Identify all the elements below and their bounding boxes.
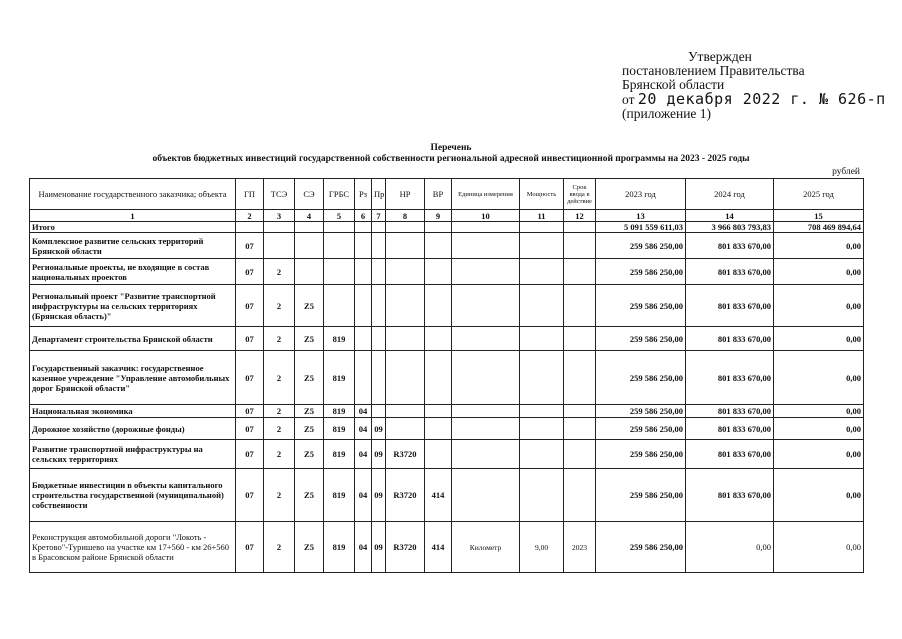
cell-grbs: 819 — [324, 469, 355, 522]
approval-line-approved: Утвержден — [688, 49, 752, 64]
cell-pr: 09 — [372, 522, 386, 573]
table-row — [30, 405, 864, 418]
cell-se: Z5 — [295, 522, 324, 573]
column-number: 14 — [686, 210, 774, 222]
header-unit: Единица измерения — [452, 179, 520, 210]
cell-grbs: 819 — [324, 522, 355, 573]
cell-y2023: 259 586 250,00 — [596, 233, 686, 259]
table-row — [30, 351, 864, 405]
approval-line-date — [622, 92, 886, 107]
cell-gp: 07 — [236, 327, 264, 351]
table-row — [30, 327, 864, 351]
approval-line-decree: постановлением Правительства — [622, 63, 805, 78]
header-name: Наименование государственного заказчика; объекта — [30, 179, 236, 210]
cell-nr: R3720 — [386, 469, 425, 522]
column-number: 15 — [774, 210, 864, 222]
cell-term — [564, 418, 596, 440]
cell-nr — [386, 351, 425, 405]
column-number: 12 — [564, 210, 596, 222]
column-number: 13 — [596, 210, 686, 222]
cell-term — [564, 351, 596, 405]
approval-stamp — [622, 50, 886, 121]
cell-pr — [372, 405, 386, 418]
cell-power — [520, 418, 564, 440]
cell-pr — [372, 327, 386, 351]
cell-name: Дорожное хозяйство (дорожные фонды) — [30, 418, 236, 440]
cell-y2025: 0,00 — [774, 440, 864, 469]
cell-grbs — [324, 285, 355, 327]
cell-vr — [425, 222, 452, 233]
cell-power — [520, 405, 564, 418]
cell-name: Комплексное развитие сельских территорий Брянской области — [30, 233, 236, 259]
column-number: 8 — [386, 210, 425, 222]
cell-y2025: 0,00 — [774, 327, 864, 351]
column-number: 4 — [295, 210, 324, 222]
cell-gp: 07 — [236, 418, 264, 440]
header-2023: 2023 год — [596, 179, 686, 210]
cell-rz: 04 — [355, 405, 372, 418]
cell-pr: 09 — [372, 440, 386, 469]
cell-vr: 414 — [425, 522, 452, 573]
cell-se: Z5 — [295, 418, 324, 440]
cell-y2025: 0,00 — [774, 259, 864, 285]
cell-y2024: 801 833 670,00 — [686, 259, 774, 285]
cell-pr — [372, 233, 386, 259]
cell-y2023: 5 091 559 611,03 — [596, 222, 686, 233]
cell-term — [564, 327, 596, 351]
cell-se — [295, 233, 324, 259]
cell-gp: 07 — [236, 233, 264, 259]
header-power: Мощность — [520, 179, 564, 210]
cell-vr — [425, 405, 452, 418]
cell-term — [564, 440, 596, 469]
column-number: 11 — [520, 210, 564, 222]
table-row — [30, 469, 864, 522]
cell-term — [564, 469, 596, 522]
cell-rz — [355, 233, 372, 259]
cell-y2025: 0,00 — [774, 351, 864, 405]
cell-name: Государственный заказчик: государственное казенное учреждение "Управление автомобильных дорог Брянской области" — [30, 351, 236, 405]
cell-tse: 2 — [264, 440, 295, 469]
cell-nr — [386, 233, 425, 259]
cell-nr: R3720 — [386, 522, 425, 573]
cell-unit — [452, 285, 520, 327]
cell-tse: 2 — [264, 418, 295, 440]
cell-power: 9,00 — [520, 522, 564, 573]
cell-pr — [372, 259, 386, 285]
cell-term — [564, 285, 596, 327]
cell-gp: 07 — [236, 405, 264, 418]
cell-grbs: 819 — [324, 440, 355, 469]
header-term: Срок ввода в действие — [564, 179, 596, 210]
cell-tse: 2 — [264, 522, 295, 573]
cell-se: Z5 — [295, 469, 324, 522]
cell-y2024: 801 833 670,00 — [686, 418, 774, 440]
cell-rz: 04 — [355, 418, 372, 440]
cell-term — [564, 233, 596, 259]
cell-grbs: 819 — [324, 327, 355, 351]
cell-unit — [452, 222, 520, 233]
header-pr: Пр — [372, 179, 386, 210]
cell-vr — [425, 259, 452, 285]
document-title: Перечень — [430, 143, 472, 153]
cell-name: Бюджетные инвестиции в объекты капитального строительства государственной (муниципальной) собственности — [30, 469, 236, 522]
cell-tse: 2 — [264, 285, 295, 327]
cell-name: Реконструкция автомобильной дороги "Локоть - Кретово"-Туришево на участке км 17+560 - км 26+560 в Брасовском районе Брянской области — [30, 522, 236, 573]
cell-grbs — [324, 233, 355, 259]
cell-gp: 07 — [236, 469, 264, 522]
table-row — [30, 285, 864, 327]
cell-rz — [355, 259, 372, 285]
cell-y2024: 3 966 803 793,83 — [686, 222, 774, 233]
column-number: 2 — [236, 210, 264, 222]
header-grbs: ГРБС — [324, 179, 355, 210]
cell-unit: Километр — [452, 522, 520, 573]
cell-grbs: 819 — [324, 418, 355, 440]
cell-grbs — [324, 222, 355, 233]
column-number: 10 — [452, 210, 520, 222]
column-number: 1 — [30, 210, 236, 222]
cell-pr: 09 — [372, 418, 386, 440]
header-rz: Рз — [355, 179, 372, 210]
cell-term — [564, 405, 596, 418]
header-gp: ГП — [236, 179, 264, 210]
approval-line-region: Брянской области — [622, 77, 725, 92]
cell-unit — [452, 469, 520, 522]
cell-tse — [264, 233, 295, 259]
cell-gp: 07 — [236, 285, 264, 327]
cell-pr — [372, 285, 386, 327]
header-tse: ТСЭ — [264, 179, 295, 210]
cell-y2024: 801 833 670,00 — [686, 327, 774, 351]
cell-se: Z5 — [295, 327, 324, 351]
cell-nr — [386, 327, 425, 351]
header-nr: НР — [386, 179, 425, 210]
cell-unit — [452, 327, 520, 351]
cell-nr — [386, 405, 425, 418]
cell-unit — [452, 405, 520, 418]
cell-y2024: 801 833 670,00 — [686, 469, 774, 522]
cell-power — [520, 259, 564, 285]
cell-rz: 04 — [355, 522, 372, 573]
cell-se — [295, 259, 324, 285]
cell-gp: 07 — [236, 440, 264, 469]
cell-y2025: 0,00 — [774, 233, 864, 259]
cell-term — [564, 222, 596, 233]
table-row — [30, 522, 864, 573]
cell-unit — [452, 233, 520, 259]
cell-term — [564, 259, 596, 285]
cell-se: Z5 — [295, 440, 324, 469]
column-number: 6 — [355, 210, 372, 222]
cell-vr: 414 — [425, 469, 452, 522]
cell-grbs: 819 — [324, 351, 355, 405]
cell-power — [520, 327, 564, 351]
cell-tse: 2 — [264, 327, 295, 351]
cell-vr — [425, 233, 452, 259]
cell-power — [520, 285, 564, 327]
cell-nr: R3720 — [386, 440, 425, 469]
cell-rz — [355, 285, 372, 327]
cell-y2025: 0,00 — [774, 522, 864, 573]
cell-name: Национальная экономика — [30, 405, 236, 418]
cell-y2023: 259 586 250,00 — [596, 351, 686, 405]
header-se: СЭ — [295, 179, 324, 210]
cell-rz — [355, 222, 372, 233]
table-row — [30, 440, 864, 469]
cell-tse: 2 — [264, 259, 295, 285]
cell-pr — [372, 222, 386, 233]
cell-power — [520, 440, 564, 469]
column-number: 7 — [372, 210, 386, 222]
cell-y2024: 801 833 670,00 — [686, 440, 774, 469]
cell-power — [520, 233, 564, 259]
cell-y2023: 259 586 250,00 — [596, 522, 686, 573]
cell-pr: 09 — [372, 469, 386, 522]
cell-unit — [452, 351, 520, 405]
column-number-row — [30, 210, 864, 222]
column-number: 3 — [264, 210, 295, 222]
cell-rz — [355, 351, 372, 405]
cell-vr — [425, 440, 452, 469]
table-row — [30, 233, 864, 259]
header-2025: 2025 год — [774, 179, 864, 210]
cell-power — [520, 469, 564, 522]
cell-gp: 07 — [236, 259, 264, 285]
table-row — [30, 259, 864, 285]
cell-y2025: 708 469 894,64 — [774, 222, 864, 233]
cell-nr — [386, 285, 425, 327]
column-number: 9 — [425, 210, 452, 222]
approval-line-appendix: (приложение 1) — [622, 106, 712, 121]
table-row — [30, 418, 864, 440]
total-row — [30, 222, 864, 233]
cell-y2025: 0,00 — [774, 469, 864, 522]
cell-unit — [452, 440, 520, 469]
approval-date-handwritten: 20 декабря 2022 г. № 626-п — [637, 90, 886, 108]
cell-tse: 2 — [264, 351, 295, 405]
approval-date-prefix: от — [622, 92, 635, 107]
header-vr: ВР — [425, 179, 452, 210]
cell-nr — [386, 259, 425, 285]
cell-gp: 07 — [236, 522, 264, 573]
cell-y2023: 259 586 250,00 — [596, 327, 686, 351]
header-2024: 2024 год — [686, 179, 774, 210]
column-number: 5 — [324, 210, 355, 222]
cell-vr — [425, 418, 452, 440]
cell-vr — [425, 285, 452, 327]
cell-grbs — [324, 259, 355, 285]
cell-name: Департамент строительства Брянской области — [30, 327, 236, 351]
cell-rz: 04 — [355, 469, 372, 522]
cell-se: Z5 — [295, 351, 324, 405]
cell-gp — [236, 222, 264, 233]
investment-table — [29, 178, 864, 573]
cell-y2025: 0,00 — [774, 418, 864, 440]
cell-power — [520, 351, 564, 405]
cell-name: Региональный проект "Развитие транспортной инфраструктуры на сельских территориях (Брянская область)" — [30, 285, 236, 327]
cell-y2023: 259 586 250,00 — [596, 440, 686, 469]
cell-power — [520, 222, 564, 233]
cell-nr — [386, 222, 425, 233]
cell-se — [295, 222, 324, 233]
cell-y2023: 259 586 250,00 — [596, 285, 686, 327]
cell-gp: 07 — [236, 351, 264, 405]
cell-tse: 2 — [264, 405, 295, 418]
cell-se: Z5 — [295, 285, 324, 327]
cell-y2024: 0,00 — [686, 522, 774, 573]
cell-name: Развитие транспортной инфраструктуры на сельских территориях — [30, 440, 236, 469]
table-header-row — [30, 179, 864, 210]
cell-y2023: 259 586 250,00 — [596, 469, 686, 522]
cell-tse — [264, 222, 295, 233]
cell-y2024: 801 833 670,00 — [686, 351, 774, 405]
cell-name: Итого — [30, 222, 236, 233]
cell-y2023: 259 586 250,00 — [596, 259, 686, 285]
cell-se: Z5 — [295, 405, 324, 418]
cell-y2024: 801 833 670,00 — [686, 285, 774, 327]
document-subtitle: объектов бюджетных инвестиций государственной собственности региональной адресной инвестиционной программы на 2023 - 2025 годы — [152, 154, 750, 164]
cell-y2023: 259 586 250,00 — [596, 405, 686, 418]
cell-y2024: 801 833 670,00 — [686, 405, 774, 418]
cell-y2025: 0,00 — [774, 405, 864, 418]
cell-y2025: 0,00 — [774, 285, 864, 327]
cell-rz — [355, 327, 372, 351]
units-label: рублей — [832, 167, 860, 177]
cell-grbs: 819 — [324, 405, 355, 418]
cell-name: Региональные проекты, не входящие в состав национальных проектов — [30, 259, 236, 285]
cell-y2024: 801 833 670,00 — [686, 233, 774, 259]
cell-pr — [372, 351, 386, 405]
cell-nr — [386, 418, 425, 440]
cell-vr — [425, 327, 452, 351]
cell-y2023: 259 586 250,00 — [596, 418, 686, 440]
cell-tse: 2 — [264, 469, 295, 522]
cell-vr — [425, 351, 452, 405]
cell-unit — [452, 259, 520, 285]
cell-unit — [452, 418, 520, 440]
cell-rz: 04 — [355, 440, 372, 469]
cell-term: 2023 — [564, 522, 596, 573]
